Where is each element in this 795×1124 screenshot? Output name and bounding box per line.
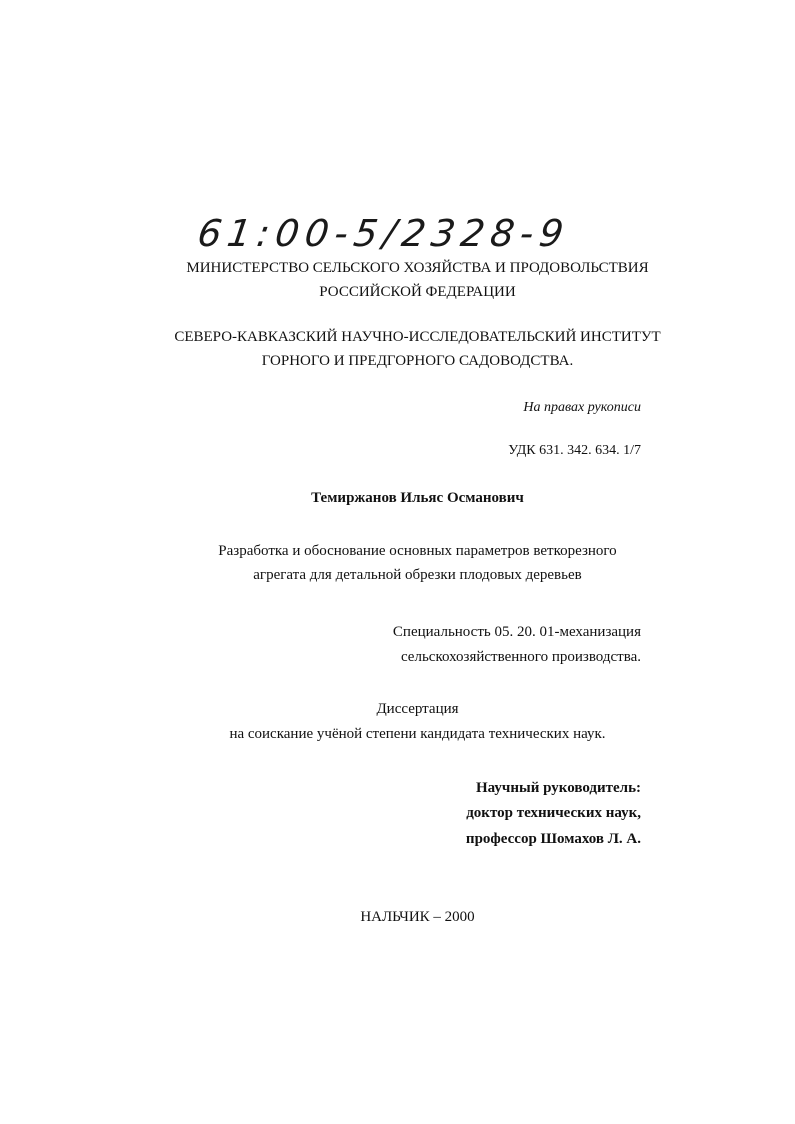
supervisor-line-2: доктор технических наук, [466,805,641,821]
institute-line-1: СЕВЕРО-КАВКАЗСКИЙ НАУЧНО-ИССЛЕДОВАТЕЛЬСКИЙ ИНСТИТУТ [174,329,661,345]
supervisor-line-1: Научный руководитель: [476,780,641,796]
specialty-line-2: сельскохозяйственного производства. [400,649,641,665]
handwritten-registration-code: 61:00-5/2328-9 [194,212,573,255]
title-line-1: Разработка и обоснование основных параметров веткорезного [218,543,617,559]
title-line-2: агрегата для детальной обрезки плодовых деревьев [253,567,582,583]
author-name: Темиржанов Ильяс Османович [311,490,524,506]
dissertation-line-1: Диссертация [376,701,459,717]
dissertation-line-2: на соискание учёной степени кандидата технических наук. [229,726,606,742]
udc-code: УДК 631. 342. 634. 1/7 [508,443,641,458]
ministry-line-2: РОССИЙСКОЙ ФЕДЕРАЦИИ [319,284,516,300]
specialty-line-1: Специальность 05. 20. 01-механизация [392,624,641,640]
ministry-line-1: МИНИСТЕРСТВО СЕЛЬСКОГО ХОЗЯЙСТВА И ПРОДОВОЛЬСТВИЯ [186,260,649,276]
manuscript-note: На правах рукописи [523,400,641,415]
place-year: НАЛЬЧИК – 2000 [360,909,475,925]
supervisor-line-3: профессор Шомахов Л. А. [465,831,641,847]
institute-line-2: ГОРНОГО И ПРЕДГОРНОГО САДОВОДСТВА. [261,353,574,369]
